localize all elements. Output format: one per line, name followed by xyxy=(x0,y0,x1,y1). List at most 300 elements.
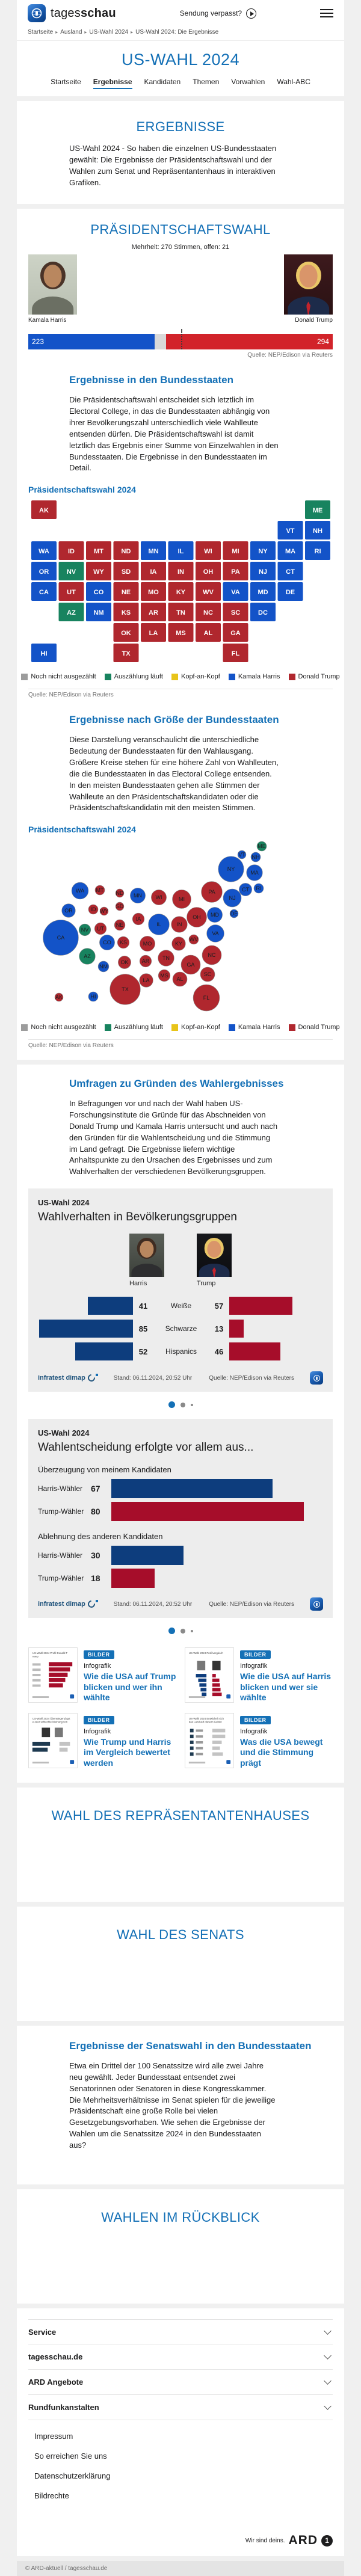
state-tile-LA[interactable] xyxy=(141,623,166,642)
state-tile-OH[interactable] xyxy=(196,562,221,580)
bilder-badge: BILDER xyxy=(240,1716,271,1724)
copyright-bar xyxy=(17,2561,344,2576)
infratest-dimap-logo: infratest dimap xyxy=(38,1600,98,1608)
sendung-verpasst-link[interactable] xyxy=(180,8,256,19)
candidate-row xyxy=(28,254,333,328)
infographic-footer xyxy=(38,1371,323,1385)
state-bubble-MT[interactable] xyxy=(95,885,105,895)
trump-bar-track xyxy=(229,1342,323,1360)
tab-vorwahlen[interactable]: Vorwahlen xyxy=(231,78,265,86)
state-bubble-OK[interactable] xyxy=(118,956,131,969)
trump-bar xyxy=(229,1342,280,1360)
ard-wordmark: ARD xyxy=(288,2533,318,2548)
group-label: Schwarze xyxy=(165,1324,197,1333)
state-tile-NE[interactable] xyxy=(114,582,139,601)
svg-text:NJ: NJ xyxy=(258,568,268,576)
state-tile-DE[interactable] xyxy=(278,582,303,601)
voter-group-label: Harris-Wähler xyxy=(38,1551,83,1560)
state-bubble-NH[interactable] xyxy=(251,852,261,862)
footer-accordion-ardangebote[interactable] xyxy=(28,2370,333,2395)
majority-tick xyxy=(181,329,182,333)
state-tile-MO[interactable] xyxy=(141,582,166,601)
ard-tagesschau-icon xyxy=(310,1597,323,1611)
svg-text:MO: MO xyxy=(148,589,159,597)
legend-swatch xyxy=(21,674,28,680)
state-bubble-ID[interactable] xyxy=(88,905,98,914)
state-bubble-VA[interactable] xyxy=(207,925,224,942)
state-tile-UT[interactable] xyxy=(59,582,84,601)
tab-startseite[interactable]: Startseite xyxy=(51,78,81,86)
top-bar xyxy=(17,0,344,26)
legend-label: Kopf-an-Kopf xyxy=(180,673,220,681)
reason-row xyxy=(38,1479,323,1498)
svg-text:GA: GA xyxy=(187,962,195,968)
svg-text:WI: WI xyxy=(204,548,212,556)
svg-text:MS: MS xyxy=(176,630,186,638)
legend-swatch xyxy=(105,1024,111,1031)
teaser-kicker: Infografik xyxy=(240,1727,268,1735)
teaser-card-4[interactable] xyxy=(185,1713,333,1769)
svg-text:KY: KY xyxy=(174,941,183,947)
state-bubble-IL[interactable] xyxy=(149,914,170,935)
svg-text:MA: MA xyxy=(250,870,259,876)
state-bubble-MI[interactable] xyxy=(173,890,191,909)
stand-note: Stand: 06.11.2024, 20:52 Uhr xyxy=(113,1600,193,1608)
legend-item-tie xyxy=(171,1024,220,1031)
state-tile-HI[interactable] xyxy=(31,644,57,662)
trump-bar-track xyxy=(229,1297,323,1315)
state-tile-WY[interactable] xyxy=(86,562,111,580)
state-tile-ND[interactable] xyxy=(114,541,139,560)
state-tile-MN[interactable] xyxy=(141,541,166,560)
state-tile-ID[interactable] xyxy=(59,541,84,560)
state-bubble-HI[interactable] xyxy=(88,992,98,1001)
svg-text:IA: IA xyxy=(150,568,157,576)
states-text: Die Präsidentschaftswahl entscheidet sich letztlich im Electoral College, in das die Bundesstaaten abhängig von ihrer Bevölkerungszahl unterschiedlich viele Wahlleute entsenden dürfen. Die Präsidentschaftswahl ist damit letztlich das Ergebnis einer Summe von Einzelwahlen in den Bundesstaaten. Die Ergebnisse in den Bundesstaaten im Detail. xyxy=(69,395,279,473)
accordion-label: Service xyxy=(28,2327,57,2337)
breadcrumb-separator: ▸ xyxy=(55,29,58,35)
harris-bar xyxy=(88,1297,133,1315)
accordion-label: ARD Angebote xyxy=(28,2378,84,2387)
svg-text:ND: ND xyxy=(121,548,131,556)
trump-value: 13 xyxy=(214,1324,224,1333)
teaser-body xyxy=(240,1647,333,1703)
state-bubble-WI[interactable] xyxy=(151,890,166,905)
footer-link-bildrechte[interactable]: Bildrechte xyxy=(34,2491,69,2501)
demographics-row xyxy=(38,1318,323,1339)
source-note: Quelle: NEP/Edison via Reuters xyxy=(209,1600,294,1608)
svg-text:MS: MS xyxy=(160,973,168,979)
state-bubble-CT[interactable] xyxy=(239,884,251,896)
state-bubble-PA[interactable] xyxy=(202,882,223,903)
state-tile-VT[interactable] xyxy=(278,521,303,539)
state-bubble-NJ[interactable] xyxy=(223,889,241,907)
svg-text:WV: WV xyxy=(189,936,199,943)
state-tile-SC[interactable] xyxy=(223,603,248,621)
carousel-dots[interactable] xyxy=(17,1628,344,1634)
breadcrumb-item[interactable]: US-Wahl 2024: Die Ergebnisse xyxy=(135,29,219,35)
svg-text:MD: MD xyxy=(258,589,268,597)
svg-text:WY: WY xyxy=(99,908,109,915)
size-text: Diese Darstellung veranschaulicht die unterschiedliche Bedeutung der Bundesstaaten für den Wahlausgang. Größere Kreise stehen für eine höhere Zahl von Wahlleuten, die die Bundesstaaten in das Electoral College entsenden. In den meisten Bundesstaaten gehen alle Stimmen der Wahlleute an den Präsidentschaftskandidaten oder die Präsidentschaftskandidatin mit den meisten Stimmen. xyxy=(69,735,279,813)
state-tile-KY[interactable] xyxy=(168,582,194,601)
state-bubble-NE[interactable] xyxy=(114,920,125,930)
state-bubble-CA[interactable] xyxy=(43,920,79,956)
state-tile-GA[interactable] xyxy=(223,623,248,642)
state-bubble-CO[interactable] xyxy=(99,935,114,950)
state-tile-AR[interactable] xyxy=(141,603,166,621)
svg-text:MT: MT xyxy=(96,887,104,894)
carousel-dot-3[interactable] xyxy=(191,1630,193,1632)
state-tile-DC[interactable] xyxy=(250,603,276,621)
demographics-row xyxy=(38,1296,323,1316)
state-tile-MI[interactable] xyxy=(223,541,248,560)
tagesschau-logo[interactable] xyxy=(28,4,116,22)
state-tile-RI[interactable] xyxy=(305,541,330,560)
breadcrumb-item[interactable]: US-Wahl 2024 xyxy=(89,29,129,35)
teaser-card-3[interactable] xyxy=(28,1713,176,1769)
state-tile-IA[interactable] xyxy=(141,562,166,580)
state-bubble-MO[interactable] xyxy=(140,936,155,951)
svg-text:AL: AL xyxy=(203,630,213,638)
teaser-card-1[interactable] xyxy=(28,1647,176,1703)
svg-text:NY: NY xyxy=(227,866,235,873)
majority-marker xyxy=(181,334,182,349)
sendung-verpasst-label: Sendung verpasst? xyxy=(179,9,242,17)
svg-text:PA: PA xyxy=(231,568,240,576)
state-bubble-IA[interactable] xyxy=(132,913,144,925)
state-tile-MT[interactable] xyxy=(86,541,111,560)
svg-text:US-Wahl 2024 Profil Donald T: US-Wahl 2024 Profil Donald T xyxy=(32,1651,68,1655)
harris-value: 41 xyxy=(138,1301,148,1311)
state-bubble-WV[interactable] xyxy=(189,935,199,944)
svg-text:NY: NY xyxy=(258,548,268,556)
state-tile-SD[interactable] xyxy=(114,562,139,580)
svg-text:NV: NV xyxy=(66,568,76,576)
state-tile-OR[interactable] xyxy=(31,562,57,580)
svg-text:AK: AK xyxy=(39,507,49,515)
state-bubble-RI[interactable] xyxy=(254,884,264,893)
harris-name: Kamala Harris xyxy=(28,317,67,324)
legend-item-uncounted xyxy=(21,673,96,680)
accordion-label: Rundfunkanstalten xyxy=(28,2403,99,2412)
state-bubble-map[interactable] xyxy=(28,840,333,1018)
svg-text:WV: WV xyxy=(203,589,214,597)
footer-accordion-tagesschaude[interactable] xyxy=(28,2344,333,2370)
svg-text:WA: WA xyxy=(75,888,85,894)
tagesschau-app-icon xyxy=(28,4,46,22)
svg-text:DC: DC xyxy=(258,609,268,617)
harris-bar xyxy=(39,1320,133,1338)
svg-text:RI: RI xyxy=(314,548,321,556)
svg-text:KY: KY xyxy=(176,589,186,597)
legend-label: Donald Trump xyxy=(298,673,340,681)
state-bubble-KS[interactable] xyxy=(117,936,129,948)
breadcrumb xyxy=(17,26,344,41)
svg-text:NM: NM xyxy=(93,609,104,617)
state-tile-TX[interactable] xyxy=(114,644,139,662)
state-tile-FL[interactable] xyxy=(223,644,248,662)
state-tile-AL[interactable] xyxy=(196,623,221,642)
infographic-photos xyxy=(38,1234,323,1287)
footer-links xyxy=(28,2426,333,2506)
state-bubble-VT[interactable] xyxy=(238,850,246,859)
state-tile-NY[interactable] xyxy=(250,541,276,560)
footer-link-impressum[interactable]: Impressum xyxy=(34,2432,73,2441)
carousel-dot-2[interactable] xyxy=(180,1403,185,1407)
state-tile-NV[interactable] xyxy=(59,562,84,580)
voter-group-value: 80 xyxy=(91,1507,100,1517)
surveys-heading: Umfragen zu Gründen des Wahlergebnisses xyxy=(69,1078,284,1090)
state-bubble-ME[interactable] xyxy=(257,841,267,851)
svg-text:UT: UT xyxy=(67,589,76,597)
svg-text:DE: DE xyxy=(285,589,295,597)
state-bubble-GA[interactable] xyxy=(181,955,200,974)
state-tile-IN[interactable] xyxy=(168,562,194,580)
teaser-body xyxy=(240,1713,333,1769)
breadcrumb-item[interactable]: Startseite xyxy=(28,29,54,35)
svg-text:MO: MO xyxy=(143,941,152,947)
legend-label: Donald Trump xyxy=(298,1024,340,1031)
infographic-title: Wahlverhalten in Bevölkerungsgruppen xyxy=(38,1211,237,1224)
chevron-down-icon xyxy=(324,2402,332,2410)
teaser-grid xyxy=(28,1647,333,1768)
president-card xyxy=(17,209,344,1060)
state-tile-VA[interactable] xyxy=(223,582,248,601)
state-tile-PA[interactable] xyxy=(223,562,248,580)
legend-label: Auszählung läuft xyxy=(114,1024,163,1031)
svg-text:ID: ID xyxy=(90,906,96,913)
state-bubble-MD[interactable] xyxy=(207,908,222,923)
harris-figure xyxy=(129,1234,164,1287)
voter-group-value: 30 xyxy=(91,1551,100,1561)
state-tile-NC[interactable] xyxy=(196,603,221,621)
teaser-thumbnail xyxy=(28,1713,78,1768)
state-tile-CO[interactable] xyxy=(86,582,111,601)
footer-accordion-rundfunkanstalten[interactable] xyxy=(28,2395,333,2420)
state-bubble-WY[interactable] xyxy=(100,907,109,915)
state-bubble-NV[interactable] xyxy=(79,924,91,936)
svg-text:das Land auf diesem Gebiet: das Land auf diesem Gebiet xyxy=(188,1720,222,1724)
svg-text:ND: ND xyxy=(116,890,124,897)
review-title: WAHLEN IM RÜCKBLICK xyxy=(101,2210,260,2225)
trump-bar-track xyxy=(229,1320,323,1338)
harris-bar-track xyxy=(38,1297,133,1315)
svg-text:ME: ME xyxy=(258,843,266,850)
breadcrumb-separator: ▸ xyxy=(131,29,134,35)
results-intro-title: ERGEBNISSE xyxy=(136,119,225,134)
electoral-college-bar xyxy=(28,334,333,349)
state-tile-TN[interactable] xyxy=(168,603,194,621)
carousel-dot-1[interactable] xyxy=(168,1401,175,1408)
state-bubble-SD[interactable] xyxy=(116,902,124,911)
svg-text:NC: NC xyxy=(208,952,216,959)
svg-text:NE: NE xyxy=(116,922,124,929)
svg-text:OK: OK xyxy=(121,630,131,638)
svg-text:AR: AR xyxy=(141,958,150,965)
teaser-card-2[interactable] xyxy=(185,1647,333,1703)
state-bubble-AZ[interactable] xyxy=(79,948,96,965)
president-title: PRÄSIDENTSCHAFTSWAHL xyxy=(90,222,271,238)
svg-text:MI: MI xyxy=(179,896,185,903)
legend-label: Kamala Harris xyxy=(238,1024,280,1031)
legend-label: Noch nicht ausgezählt xyxy=(31,1024,96,1031)
svg-text:MN: MN xyxy=(148,548,159,556)
svg-text:MI: MI xyxy=(232,548,239,556)
svg-text:SD: SD xyxy=(116,903,124,910)
legend-item-harris xyxy=(229,1024,280,1031)
svg-text:IL: IL xyxy=(156,921,161,928)
reason-row xyxy=(38,1502,323,1521)
tab-ergebnisse[interactable]: Ergebnisse xyxy=(93,78,132,89)
teaser-kicker: Infografik xyxy=(240,1662,268,1670)
state-tile-MS[interactable] xyxy=(168,623,194,642)
footer-link-soerreichensieuns[interactable]: So erreichen Sie uns xyxy=(34,2452,107,2461)
legend-swatch xyxy=(289,1024,295,1031)
teaser-title: Wie die USA auf Trump blicken und wer ihn wählte xyxy=(84,1671,176,1703)
legend-swatch xyxy=(21,1024,28,1031)
state-tile-OK[interactable] xyxy=(114,623,139,642)
state-tile-CA[interactable] xyxy=(31,582,57,601)
page-title: US-WAHL 2024 xyxy=(121,51,240,69)
legend-label: Auszählung läuft xyxy=(114,673,163,681)
svg-text:WI: WI xyxy=(155,894,162,901)
legend-item-trump xyxy=(289,673,340,680)
state-bubble-AR[interactable] xyxy=(140,955,152,967)
voter-group-bar xyxy=(111,1502,304,1521)
state-tile-ME[interactable] xyxy=(305,500,330,519)
trump-votes: 294 xyxy=(316,337,329,346)
menu-button[interactable] xyxy=(320,7,333,20)
state-winner-map[interactable] xyxy=(28,500,333,667)
state-bubble-FL[interactable] xyxy=(193,985,220,1011)
state-tile-NH[interactable] xyxy=(305,521,330,539)
svg-text:AZ: AZ xyxy=(67,609,76,617)
state-bubble-ND[interactable] xyxy=(116,889,124,897)
harris-bar-track xyxy=(38,1342,133,1360)
state-bubble-AL[interactable] xyxy=(173,972,187,986)
state-tile-AZ[interactable] xyxy=(59,603,84,621)
svg-text:VT: VT xyxy=(286,527,295,535)
legend-item-harris xyxy=(229,673,280,680)
teaser-title: Wie Trump und Harris im Vergleich bewertet werden xyxy=(84,1736,171,1768)
tab-themen[interactable]: Themen xyxy=(193,78,220,86)
footer-accordion-service[interactable] xyxy=(28,2319,333,2344)
carousel-dots[interactable] xyxy=(17,1401,344,1408)
legend-label: Kopf-an-Kopf xyxy=(180,1024,220,1031)
state-bubble-IN[interactable] xyxy=(171,917,188,933)
state-tile-CT[interactable] xyxy=(278,562,303,580)
state-bubble-OH[interactable] xyxy=(187,908,207,927)
results-intro-text: US-Wahl 2024 - So haben die einzelnen US-Bundesstaaten gewählt: Die Ergebnisse der Präsidentschaftswahl und der Wahlen zum Senat und Repräsentantenhaus in interaktiven Grafiken. xyxy=(69,144,277,187)
svg-text:US-Wahl 2024 Profilvergleich: US-Wahl 2024 Profilvergleich xyxy=(188,1651,223,1655)
state-tile-NJ[interactable] xyxy=(250,562,276,580)
trump-bar xyxy=(229,1320,244,1338)
ard-logo[interactable] xyxy=(28,2533,333,2548)
chevron-down-icon xyxy=(324,2377,332,2385)
state-bubble-MN[interactable] xyxy=(130,888,145,903)
harris-bar-track xyxy=(38,1320,133,1338)
svg-text:HI: HI xyxy=(90,994,96,1000)
svg-text:OH: OH xyxy=(193,914,201,921)
infographic-vote-reason[interactable] xyxy=(28,1419,333,1618)
state-bubble-UT[interactable] xyxy=(94,923,106,935)
breadcrumb-item[interactable]: Ausland xyxy=(60,29,82,35)
state-tile-MD[interactable] xyxy=(250,582,276,601)
state-bubble-AK[interactable] xyxy=(55,993,63,1001)
state-bubble-SC[interactable] xyxy=(200,967,215,982)
state-tile-MA[interactable] xyxy=(278,541,303,560)
harris-value: 52 xyxy=(138,1347,148,1356)
state-bubble-KY[interactable] xyxy=(172,937,186,951)
ard-claim-text: Wir sind deins. xyxy=(245,2537,285,2544)
legend-swatch xyxy=(289,674,295,680)
svg-text:TN: TN xyxy=(176,609,185,617)
state-bubble-LA[interactable] xyxy=(140,974,153,988)
ard-one-icon: 1 xyxy=(321,2535,333,2547)
donald-trump-photo xyxy=(284,254,333,315)
svg-text:OH: OH xyxy=(203,568,214,576)
legend-item-counting xyxy=(105,1024,163,1031)
state-tile-IL[interactable] xyxy=(168,541,194,560)
state-bubble-MA[interactable] xyxy=(247,865,263,881)
state-tile-WA[interactable] xyxy=(31,541,57,560)
svg-text:AK: AK xyxy=(55,994,63,1001)
svg-text:MT: MT xyxy=(94,548,103,556)
state-bubble-DE[interactable] xyxy=(230,909,238,918)
svg-text:MD: MD xyxy=(211,912,219,918)
state-bubble-WA[interactable] xyxy=(72,882,88,899)
svg-text:CO: CO xyxy=(93,589,104,597)
state-bubble-TX[interactable] xyxy=(110,974,141,1005)
state-tile-WI[interactable] xyxy=(196,541,221,560)
voter-group-label: Trump-Wähler xyxy=(38,1507,84,1516)
state-tile-WV[interactable] xyxy=(196,582,221,601)
infographic-demographics[interactable] xyxy=(28,1188,333,1392)
carousel-dot-2[interactable] xyxy=(180,1629,185,1634)
ard-tagesschau-icon xyxy=(310,1371,323,1385)
accordion-label: tagesschau.de xyxy=(28,2352,83,2362)
state-bubble-NM[interactable] xyxy=(98,961,109,972)
footer-link-datenschutzerklrung[interactable]: Datenschutzerklärung xyxy=(34,2471,111,2481)
state-tile-AK[interactable] xyxy=(31,500,57,519)
state-bubble-NC[interactable] xyxy=(202,945,221,965)
senate-title: WAHL DES SENATS xyxy=(117,1927,244,1943)
svg-text:OK: OK xyxy=(120,959,129,966)
svg-text:ME: ME xyxy=(312,507,323,515)
reason-group-label: Ablehnung des anderen Kandidaten xyxy=(38,1532,163,1542)
reason-group-label: Überzeugung von meinem Kandidaten xyxy=(38,1465,171,1475)
state-bubble-MS[interactable] xyxy=(158,970,170,982)
state-tile-NM[interactable] xyxy=(86,603,111,621)
site-header xyxy=(17,0,344,96)
tab-kandidaten[interactable]: Kandidaten xyxy=(144,78,181,86)
tab-wahlabc[interactable]: Wahl-ABC xyxy=(277,78,310,86)
legend-label: Kamala Harris xyxy=(238,673,280,681)
map-chart-label: Präsidentschaftswahl 2024 xyxy=(28,485,136,495)
svg-text:OR: OR xyxy=(64,908,73,914)
open-bar-segment xyxy=(155,334,167,349)
svg-text:NH: NH xyxy=(313,527,322,535)
state-bubble-NY[interactable] xyxy=(218,856,244,882)
teaser-thumbnail-red-bars xyxy=(29,1648,77,1702)
carousel-dot-3[interactable] xyxy=(191,1404,193,1406)
svg-text:AL: AL xyxy=(176,976,184,983)
carousel-dot-1[interactable] xyxy=(168,1628,175,1634)
state-tile-KS[interactable] xyxy=(114,603,139,621)
state-bubble-OR[interactable] xyxy=(62,904,76,918)
state-bubble-TN[interactable] xyxy=(158,950,174,967)
